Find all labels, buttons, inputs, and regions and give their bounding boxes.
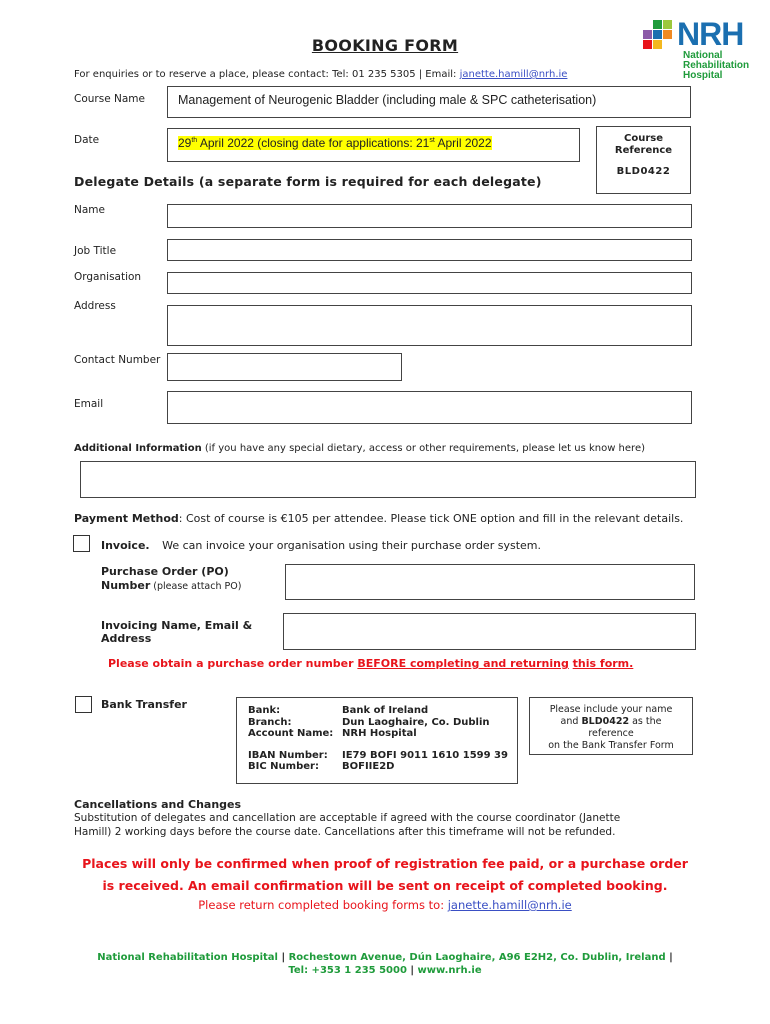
- bank-details-box: [236, 697, 518, 784]
- cancellations-text: Substitution of delegates and cancellation are acceptable if agreed with the course coordinator (Janette Hamill) 2 working days before the course date. Cancellations after this timeframe will not be refunded.: [74, 812, 621, 838]
- date-field[interactable]: [167, 128, 580, 162]
- invoicing-details-label: Invoicing Name, Email & Address: [101, 619, 253, 645]
- job-title-label: Job Title: [74, 245, 117, 257]
- bank-details-labels: Bank: Branch: Account Name: IBAN Number: BIC Number:: [248, 705, 334, 772]
- address-label: Address: [74, 300, 116, 312]
- bank-details-values: Bank of Ireland Dun Laoghaire, Co. Dublin NRH Hospital IE79 BOFI 9011 1610 1599 39 BOFIIE2D: [342, 705, 508, 772]
- logo-mark-icon: [643, 20, 677, 54]
- return-forms-line: Please return completed booking forms to: janette.hamill@nrh.ie: [198, 898, 572, 912]
- organisation-label: Organisation: [74, 271, 142, 283]
- cancellations-heading: Cancellations and Changes: [74, 798, 242, 811]
- po-warning: Please obtain a purchase order number BEFORE completing and returning this form.: [108, 657, 634, 670]
- contact-number-input[interactable]: [167, 353, 402, 381]
- po-number-input[interactable]: [285, 564, 695, 600]
- invoice-option: [101, 539, 541, 552]
- date-value: 29th April 2022 (closing date for applications: 21st April 2022: [178, 136, 492, 150]
- invoice-checkbox[interactable]: [73, 535, 90, 552]
- contact-number-label: Contact Number: [74, 354, 161, 366]
- footer: National Rehabilitation Hospital | Rochestown Avenue, Dún Laoghaire, A96 E2H2, Co. Dublin, Ireland | Tel: +353 1 235 5000 | www.nrh.ie: [97, 952, 673, 976]
- course-reference-value: BLD0422: [616, 166, 671, 177]
- delegate-heading: Delegate Details (a separate form is required for each delegate): [74, 174, 542, 189]
- confirmation-notice: Places will only be confirmed when proof of registration fee paid, or a purchase order is received. An email confirmation will be sent on receipt of completed booking.: [82, 856, 688, 893]
- name-input[interactable]: [167, 204, 692, 228]
- invoice-label: Invoice.: [101, 539, 150, 552]
- bank-transfer-checkbox[interactable]: [75, 696, 92, 713]
- additional-info-input[interactable]: [80, 461, 696, 498]
- course-name-label: Course Name: [74, 93, 145, 105]
- name-label: Name: [74, 204, 105, 216]
- invoice-text: We can invoice your organisation using their purchase order system.: [162, 539, 541, 552]
- date-label: Date: [74, 134, 100, 146]
- return-email-link[interactable]: janette.hamill@nrh.ie: [447, 898, 572, 912]
- course-reference-label: Course Reference: [614, 133, 673, 156]
- enquiry-text: For enquiries or to reserve a place, please contact: Tel: 01 235 5305 | Email:: [74, 69, 460, 80]
- po-number-label: Purchase Order (PO) Number (please attach PO): [101, 565, 242, 592]
- course-reference-box: [596, 126, 691, 194]
- additional-info-label: Additional Information (if you have any special dietary, access or other requirements, please let us know here): [74, 443, 645, 454]
- invoicing-details-input[interactable]: [283, 613, 696, 650]
- enquiry-email-link[interactable]: janette.hamill@nrh.ie: [459, 69, 568, 80]
- nrh-logo: [643, 18, 758, 80]
- job-title-input[interactable]: [167, 239, 692, 261]
- organisation-input[interactable]: [167, 272, 692, 294]
- course-name-field[interactable]: [167, 86, 691, 118]
- email-input[interactable]: [167, 391, 692, 424]
- logo-text: NRH: [677, 16, 744, 52]
- bank-transfer-label: Bank Transfer: [101, 698, 187, 711]
- form-title: BOOKING FORM: [311, 36, 459, 55]
- course-name-value: Management of Neurogenic Bladder (including male & SPC catheterisation): [178, 93, 597, 107]
- bank-reference-note: Please include your name and BLD0422 as the reference on the Bank Transfer Form: [529, 697, 693, 755]
- logo-subtitle: National Rehabilitation Hospital: [683, 50, 750, 81]
- enquiry-line: [74, 69, 567, 80]
- email-label: Email: [74, 398, 104, 410]
- address-input[interactable]: [167, 305, 692, 346]
- payment-method-label: Payment Method: Cost of course is €105 per attendee. Please tick ONE option and fill in the relevant details.: [74, 512, 684, 525]
